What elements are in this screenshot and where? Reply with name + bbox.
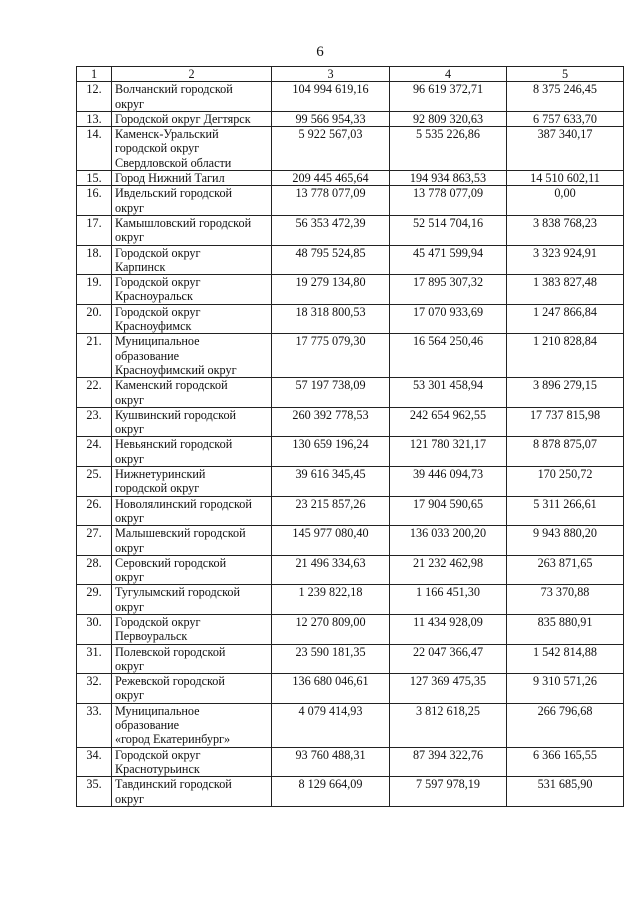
amount-col-5: 3 838 768,23 <box>507 215 624 245</box>
table-row <box>77 186 624 216</box>
amount-col-4: 21 232 462,98 <box>390 555 507 585</box>
table-row <box>77 614 624 644</box>
municipality-name: Серовский городской округ <box>112 555 272 585</box>
table-row <box>77 644 624 674</box>
amount-col-5: 1 247 866,84 <box>507 304 624 334</box>
table-row <box>77 555 624 585</box>
amount-col-4: 11 434 928,09 <box>390 614 507 644</box>
amount-col-3: 12 270 809,00 <box>272 614 390 644</box>
municipality-name: Муниципальное образование Красноуфимский округ <box>112 334 272 378</box>
amount-col-5: 8 878 875,07 <box>507 437 624 467</box>
municipality-name: Малышевский городской округ <box>112 526 272 556</box>
amount-col-4: 136 033 200,20 <box>390 526 507 556</box>
amount-col-3: 23 215 857,26 <box>272 496 390 526</box>
amount-col-5: 1 383 827,48 <box>507 275 624 305</box>
amount-col-4: 17 904 590,65 <box>390 496 507 526</box>
amount-col-4: 121 780 321,17 <box>390 437 507 467</box>
amount-col-5: 387 340,17 <box>507 127 624 171</box>
amount-col-3: 8 129 664,09 <box>272 777 390 807</box>
table-header <box>77 67 624 82</box>
amount-col-5: 73 370,88 <box>507 585 624 615</box>
municipality-name: Невьянский городской округ <box>112 437 272 467</box>
row-number: 25. <box>77 467 112 497</box>
amount-col-5: 170 250,72 <box>507 467 624 497</box>
table-row <box>77 245 624 275</box>
amount-col-4: 3 812 618,25 <box>390 703 507 747</box>
amount-col-5: 1 542 814,88 <box>507 644 624 674</box>
table-row <box>77 378 624 408</box>
municipality-name: Волчанский городской округ <box>112 82 272 112</box>
header-row <box>77 67 624 82</box>
table-row <box>77 585 624 615</box>
amount-col-5: 263 871,65 <box>507 555 624 585</box>
amount-col-3: 19 279 134,80 <box>272 275 390 305</box>
table-row <box>77 496 624 526</box>
amount-col-5: 9 310 571,26 <box>507 674 624 704</box>
row-number: 27. <box>77 526 112 556</box>
table-body <box>77 82 624 807</box>
amount-col-3: 21 496 334,63 <box>272 555 390 585</box>
row-number: 34. <box>77 747 112 777</box>
municipality-name: Камышловский городской округ <box>112 215 272 245</box>
amount-col-5: 17 737 815,98 <box>507 407 624 437</box>
amount-col-4: 242 654 962,55 <box>390 407 507 437</box>
amount-col-4: 1 166 451,30 <box>390 585 507 615</box>
row-number: 21. <box>77 334 112 378</box>
amount-col-5: 3 896 279,15 <box>507 378 624 408</box>
amount-col-3: 4 079 414,93 <box>272 703 390 747</box>
amount-col-4: 194 934 863,53 <box>390 171 507 186</box>
amount-col-3: 5 922 567,03 <box>272 127 390 171</box>
amount-col-5: 8 375 246,45 <box>507 82 624 112</box>
table-row <box>77 127 624 171</box>
table-row <box>77 526 624 556</box>
amount-col-4: 39 446 094,73 <box>390 467 507 497</box>
row-number: 20. <box>77 304 112 334</box>
amount-col-4: 16 564 250,46 <box>390 334 507 378</box>
header-cell-5: 5 <box>507 67 624 82</box>
table-row <box>77 215 624 245</box>
municipality-name: Тугулымский городской округ <box>112 585 272 615</box>
amount-col-3: 17 775 079,30 <box>272 334 390 378</box>
table-row <box>77 407 624 437</box>
row-number: 26. <box>77 496 112 526</box>
row-number: 15. <box>77 171 112 186</box>
municipality-name: Кушвинский городской округ <box>112 407 272 437</box>
row-number: 24. <box>77 437 112 467</box>
amount-col-5: 0,00 <box>507 186 624 216</box>
header-cell-2: 2 <box>112 67 272 82</box>
amount-col-5: 835 880,91 <box>507 614 624 644</box>
table-row <box>77 334 624 378</box>
data-table <box>76 66 624 807</box>
amount-col-3: 93 760 488,31 <box>272 747 390 777</box>
header-cell-3: 3 <box>272 67 390 82</box>
table-row <box>77 437 624 467</box>
amount-col-3: 56 353 472,39 <box>272 215 390 245</box>
page-number: 6 <box>316 44 324 60</box>
municipality-name: Тавдинский городской округ <box>112 777 272 807</box>
table-row <box>77 171 624 186</box>
amount-col-3: 99 566 954,33 <box>272 111 390 126</box>
municipality-name: Новолялинский городской округ <box>112 496 272 526</box>
amount-col-4: 5 535 226,86 <box>390 127 507 171</box>
amount-col-3: 57 197 738,09 <box>272 378 390 408</box>
municipality-name: Полевской городской округ <box>112 644 272 674</box>
row-number: 23. <box>77 407 112 437</box>
table-row <box>77 82 624 112</box>
header-cell-4: 4 <box>390 67 507 82</box>
municipality-name: Город Нижний Тагил <box>112 171 272 186</box>
amount-col-4: 53 301 458,94 <box>390 378 507 408</box>
amount-col-3: 145 977 080,40 <box>272 526 390 556</box>
amount-col-3: 209 445 465,64 <box>272 171 390 186</box>
amount-col-4: 96 619 372,71 <box>390 82 507 112</box>
table-row <box>77 747 624 777</box>
amount-col-4: 17 070 933,69 <box>390 304 507 334</box>
amount-col-3: 23 590 181,35 <box>272 644 390 674</box>
municipality-name: Городской округ Красноуфимск <box>112 304 272 334</box>
amount-col-3: 1 239 822,18 <box>272 585 390 615</box>
amount-col-3: 104 994 619,16 <box>272 82 390 112</box>
row-number: 12. <box>77 82 112 112</box>
municipality-name: Городской округ Дегтярск <box>112 111 272 126</box>
table-row <box>77 275 624 305</box>
amount-col-5: 531 685,90 <box>507 777 624 807</box>
table-row <box>77 703 624 747</box>
amount-col-4: 87 394 322,76 <box>390 747 507 777</box>
amount-col-3: 39 616 345,45 <box>272 467 390 497</box>
municipality-name: Городской округ Первоуральск <box>112 614 272 644</box>
amount-col-5: 9 943 880,20 <box>507 526 624 556</box>
amount-col-5: 6 757 633,70 <box>507 111 624 126</box>
table-row <box>77 111 624 126</box>
row-number: 32. <box>77 674 112 704</box>
row-number: 13. <box>77 111 112 126</box>
row-number: 30. <box>77 614 112 644</box>
amount-col-4: 52 514 704,16 <box>390 215 507 245</box>
row-number: 29. <box>77 585 112 615</box>
row-number: 17. <box>77 215 112 245</box>
amount-col-4: 45 471 599,94 <box>390 245 507 275</box>
amount-col-5: 14 510 602,11 <box>507 171 624 186</box>
table-row <box>77 674 624 704</box>
amount-col-3: 260 392 778,53 <box>272 407 390 437</box>
municipality-name: Городской округ Красноуральск <box>112 275 272 305</box>
amount-col-3: 136 680 046,61 <box>272 674 390 704</box>
row-number: 22. <box>77 378 112 408</box>
municipality-name: Городской округ Краснотурьинск <box>112 747 272 777</box>
amount-col-3: 48 795 524,85 <box>272 245 390 275</box>
municipality-name: Городской округ Карпинск <box>112 245 272 275</box>
amount-col-3: 13 778 077,09 <box>272 186 390 216</box>
amount-col-5: 266 796,68 <box>507 703 624 747</box>
amount-col-4: 127 369 475,35 <box>390 674 507 704</box>
row-number: 16. <box>77 186 112 216</box>
row-number: 14. <box>77 127 112 171</box>
row-number: 35. <box>77 777 112 807</box>
municipality-name: Нижнетуринский городской округ <box>112 467 272 497</box>
municipality-name: Муниципальное образование «город Екатеринбург» <box>112 703 272 747</box>
municipality-name: Каменский городской округ <box>112 378 272 408</box>
amount-col-3: 130 659 196,24 <box>272 437 390 467</box>
amount-col-5: 1 210 828,84 <box>507 334 624 378</box>
table-row <box>77 467 624 497</box>
row-number: 33. <box>77 703 112 747</box>
amount-col-4: 7 597 978,19 <box>390 777 507 807</box>
amount-col-4: 92 809 320,63 <box>390 111 507 126</box>
row-number: 28. <box>77 555 112 585</box>
amount-col-4: 17 895 307,32 <box>390 275 507 305</box>
row-number: 19. <box>77 275 112 305</box>
amount-col-5: 3 323 924,91 <box>507 245 624 275</box>
row-number: 18. <box>77 245 112 275</box>
amount-col-3: 18 318 800,53 <box>272 304 390 334</box>
amount-col-5: 6 366 165,55 <box>507 747 624 777</box>
municipality-name: Режевской городской округ <box>112 674 272 704</box>
amount-col-4: 13 778 077,09 <box>390 186 507 216</box>
row-number: 31. <box>77 644 112 674</box>
municipality-name: Каменск-Уральский городской округ Свердловской области <box>112 127 272 171</box>
amount-col-5: 5 311 266,61 <box>507 496 624 526</box>
table-row <box>77 304 624 334</box>
municipality-name: Ивдельский городской округ <box>112 186 272 216</box>
header-cell-1: 1 <box>77 67 112 82</box>
amount-col-4: 22 047 366,47 <box>390 644 507 674</box>
table-row <box>77 777 624 807</box>
